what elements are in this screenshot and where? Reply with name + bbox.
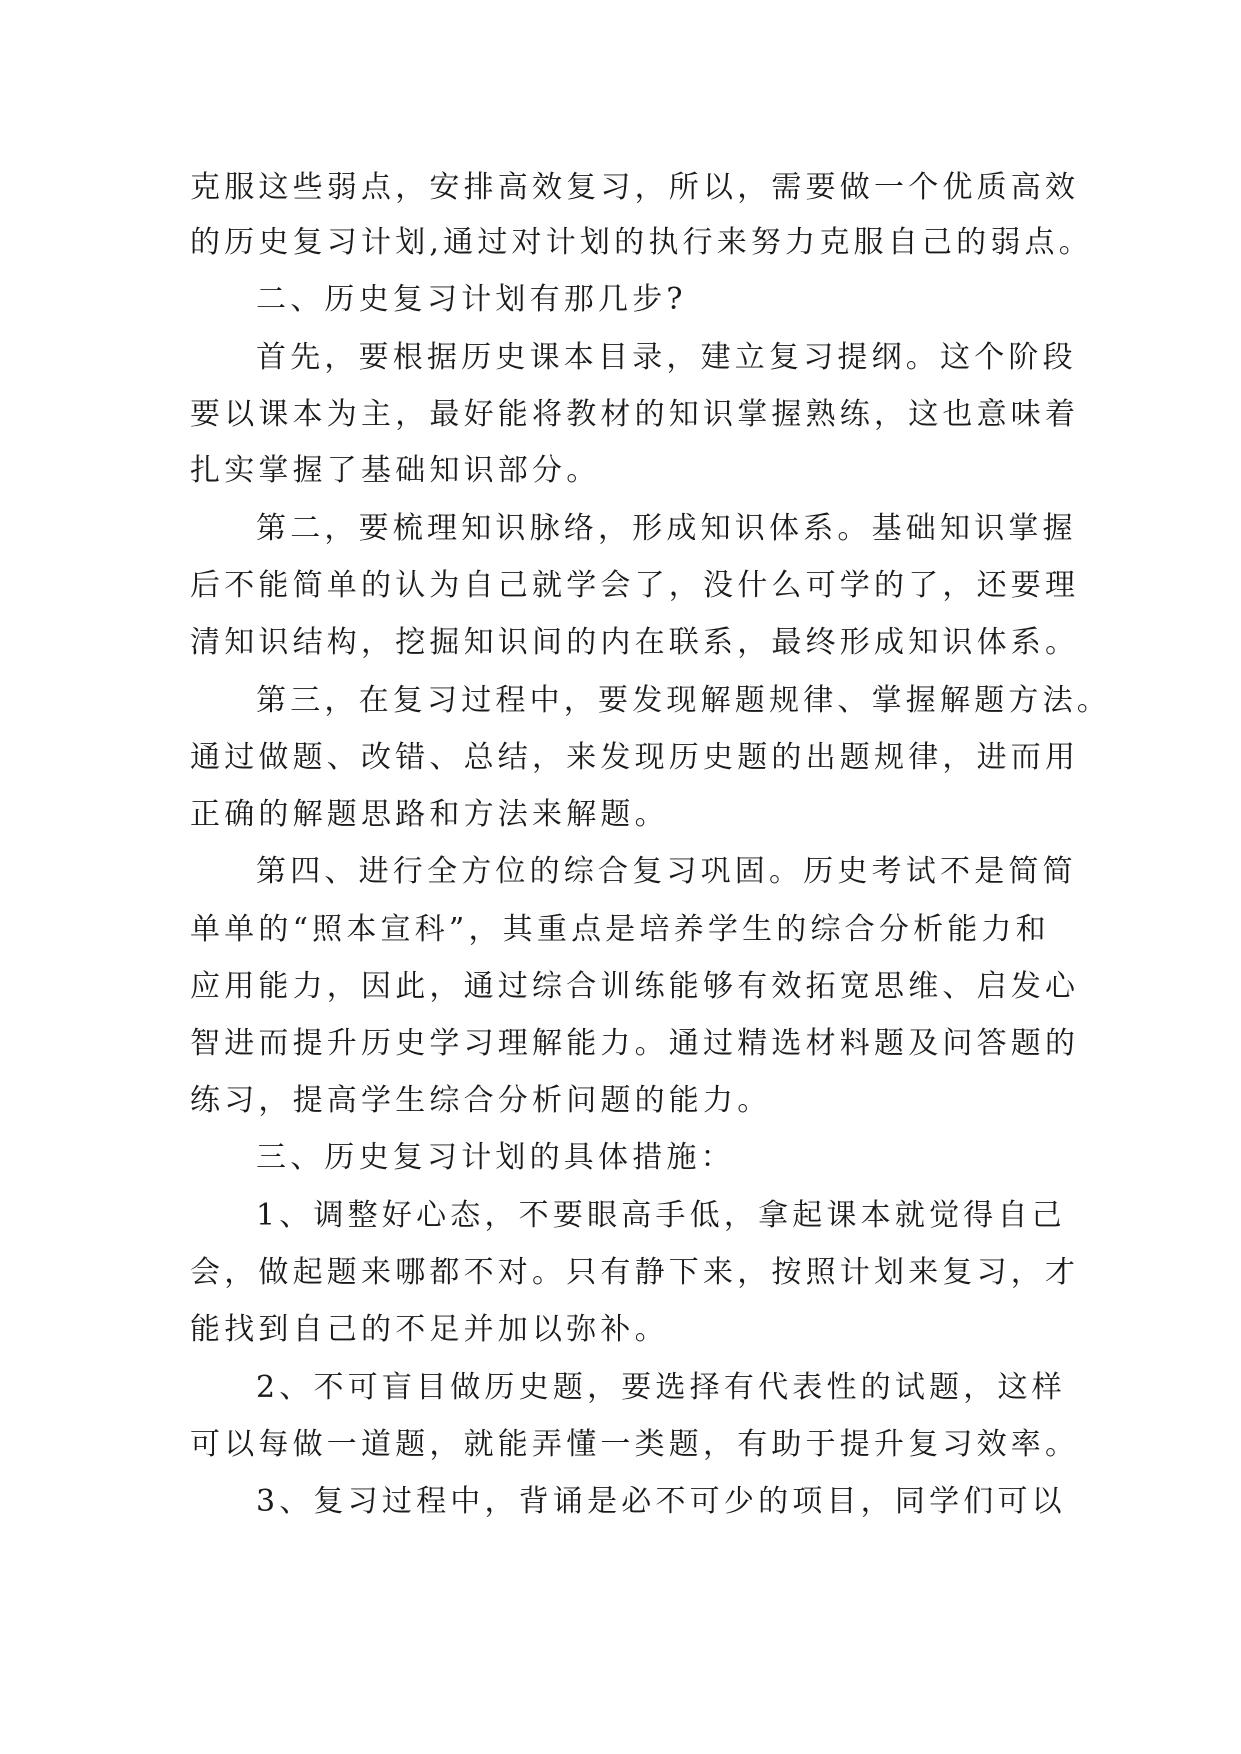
text-line: 1、调整好心态，不要眼高手低，拿起课本就觉得自己 bbox=[256, 1198, 1066, 1233]
text-line: 应用能力，因此，通过综合训练能够有效拓宽思维、启发心 bbox=[190, 969, 1080, 1004]
text-line: 会，做起题来哪都不对。只有静下来，按照计划来复习，才 bbox=[190, 1255, 1080, 1290]
text-line: 智进而提升历史学习理解能力。通过精选材料题及问答题的 bbox=[190, 1026, 1080, 1061]
text-line: 3、复习过程中，背诵是必不可少的项目，同学们可以 bbox=[256, 1484, 1066, 1519]
text-line: 清知识结构，挖掘知识间的内在联系，最终形成知识体系。 bbox=[190, 625, 1080, 660]
text-line: 可以每做一道题，就能弄懂一类题，有助于提升复习效率。 bbox=[190, 1427, 1080, 1462]
text-line: 第四、进行全方位的综合复习巩固。历史考试不是简简 bbox=[256, 854, 1077, 889]
text-line: 练习，提高学生综合分析问题的能力。 bbox=[190, 1083, 772, 1118]
section-heading: 二、历史复习计划有那几步? bbox=[256, 282, 687, 317]
text-line: 单单的“照本宣科”，其重点是培养学生的综合分析能力和 bbox=[190, 912, 1050, 947]
text-line: 第三，在复习过程中，要发现解题规律、掌握解题方法。 bbox=[256, 683, 1111, 718]
text-line: 正确的解题思路和方法来解题。 bbox=[190, 797, 669, 832]
text-line: 扎实掌握了基础知识部分。 bbox=[190, 453, 601, 488]
text-line: 的历史复习计划,通过对计划的执行来努力克服自己的弱点。 bbox=[190, 225, 1093, 260]
text-line: 第二，要梳理知识脉络，形成知识体系。基础知识掌握 bbox=[256, 511, 1077, 546]
text-line: 通过做题、改错、总结，来发现历史题的出题规律，进而用 bbox=[190, 740, 1080, 775]
text-line: 2、不可盲目做历史题，要选择有代表性的试题，这样 bbox=[256, 1370, 1066, 1405]
text-line: 后不能简单的认为自己就学会了，没什么可学的了，还要理 bbox=[190, 568, 1080, 603]
text-line: 要以课本为主，最好能将教材的知识掌握熟练，这也意味着 bbox=[190, 397, 1080, 432]
text-line: 能找到自己的不足并加以弥补。 bbox=[190, 1312, 669, 1347]
text-line: 首先，要根据历史课本目录，建立复习提纲。这个阶段 bbox=[256, 340, 1077, 375]
section-heading: 三、历史复习计划的具体措施： bbox=[256, 1140, 735, 1175]
text-line: 克服这些弱点，安排高效复习，所以，需要做一个优质高效 bbox=[190, 170, 1080, 205]
